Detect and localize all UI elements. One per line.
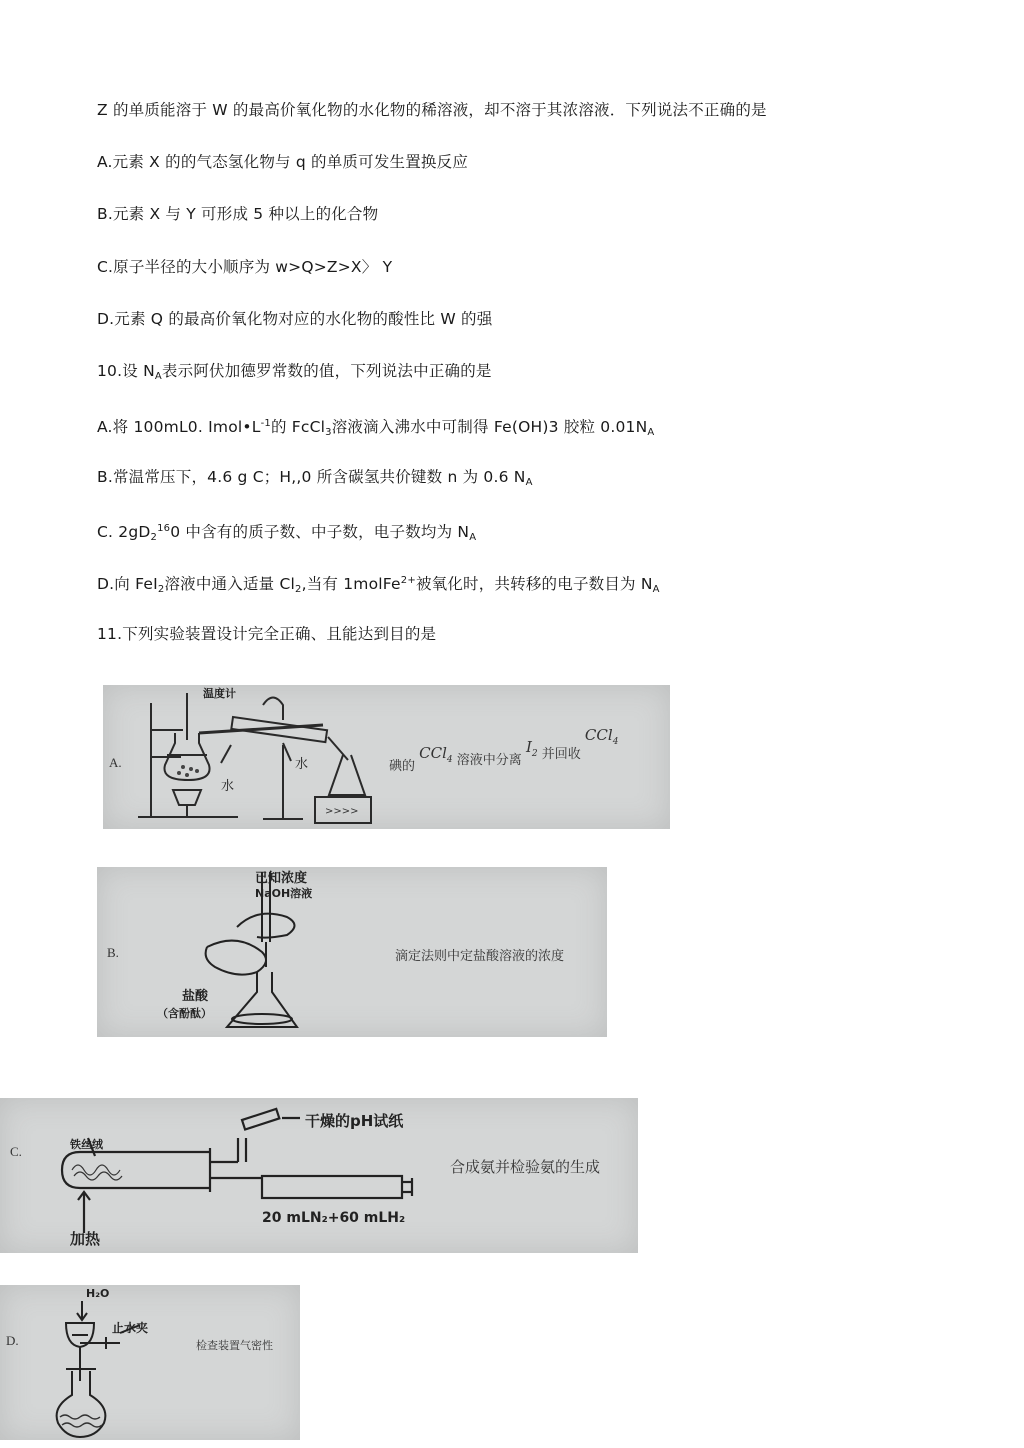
q10-option-c: C. $2gD_2^{16}0$ 中含有的质子数、中子数，电子数均为 $N_A$ bbox=[97, 523, 477, 543]
naoh-solution-label: NaOH溶液 bbox=[255, 887, 313, 900]
q9-option-b: B.元素 X 与 Y 可形成 5 种以上的化合物 bbox=[97, 205, 379, 223]
figure-c-caption: 合成氨并检验氨的生成 bbox=[450, 1158, 601, 1176]
heat-label: 加热 bbox=[70, 1230, 101, 1248]
phenolphthalein-label: （含酚酞） bbox=[157, 1007, 212, 1020]
hydrochloric-acid-label: 盐酸 bbox=[182, 989, 209, 1004]
figure-c-ammonia bbox=[0, 1098, 638, 1253]
q10-stem: 10.设 $N_A$表示阿伏加德罗常数的值，下列说法中正确的是 bbox=[97, 362, 492, 382]
water-in-label: 水 bbox=[295, 757, 309, 772]
figure-b-titration bbox=[97, 867, 607, 1037]
q9-option-c: C.原子半径的大小顺序为 w>Q>Z>X〉 Y bbox=[97, 258, 393, 276]
q9-option-a: A.元素 X 的的气态氢化物与 q 的单质可发生置换反应 bbox=[97, 153, 469, 171]
dry-ph-paper-label: 干燥的pH试纸 bbox=[305, 1112, 404, 1130]
q10-option-d: D.向 FeI$_2$溶液中通入适量 $Cl_2$,当有 1molFe$^{2+}$被氧化时，共转移的电子数目为 $N_A$ bbox=[97, 575, 660, 595]
q10-option-b: B.常温常压下，4.6 g C；H,,0 所含碳氢共价键数 n 为 0.6 $N_A$ bbox=[97, 468, 533, 488]
thermometer-label: 温度计 bbox=[203, 687, 236, 700]
q11-stem: 11.下列实验装置设计完全正确、且能达到目的是 bbox=[97, 625, 437, 643]
water-input-label: H₂O bbox=[86, 1287, 110, 1300]
water-clamp-label: 止水夹 bbox=[112, 1321, 149, 1335]
q10-option-a: A.将 100mL0. $Imol•L^{-1}$的 FcCl$_3$溶液滴入沸水中可制得 Fe(OH)3 胶粒 $0.01N_A$ bbox=[97, 418, 655, 438]
figure-c-label: C. bbox=[10, 1144, 22, 1159]
q9-option-d: D.元素 Q 的最高价氧化物对应的水化物的酸性比 W 的强 bbox=[97, 310, 493, 328]
iron-wool-label: 铁丝绒 bbox=[70, 1138, 103, 1151]
water-out-label: 水 bbox=[221, 779, 235, 794]
figure-b-label: B. bbox=[107, 945, 119, 960]
figure-a-caption: 碘的 CCl$_4$ 溶液中分离 $I_2$ 并回收 CCl$_4$ bbox=[389, 726, 619, 774]
gas-volume-label: 20 mLN₂+60 mLH₂ bbox=[262, 1210, 406, 1226]
q9-stem: Z 的单质能溶于 W 的最高价氧化物的水化物的稀溶液，却不溶于其浓溶液．下列说法不正确的是 bbox=[97, 101, 767, 119]
figure-d-airtightness bbox=[0, 1285, 300, 1440]
airtightness-drawing bbox=[0, 1285, 300, 1440]
distillation-apparatus-drawing bbox=[103, 685, 670, 829]
svg-text:>>>>: >>>> bbox=[325, 806, 359, 817]
figure-a-label: A. bbox=[109, 755, 122, 770]
figure-d-caption: 检查装置气密性 bbox=[196, 1339, 273, 1352]
figure-d-label: D. bbox=[6, 1333, 19, 1348]
figure-b-caption: 滴定法则中定盐酸溶液的浓度 bbox=[395, 949, 565, 964]
known-concentration-label: 已知浓度 bbox=[255, 871, 308, 886]
figure-a-distillation bbox=[103, 685, 670, 829]
